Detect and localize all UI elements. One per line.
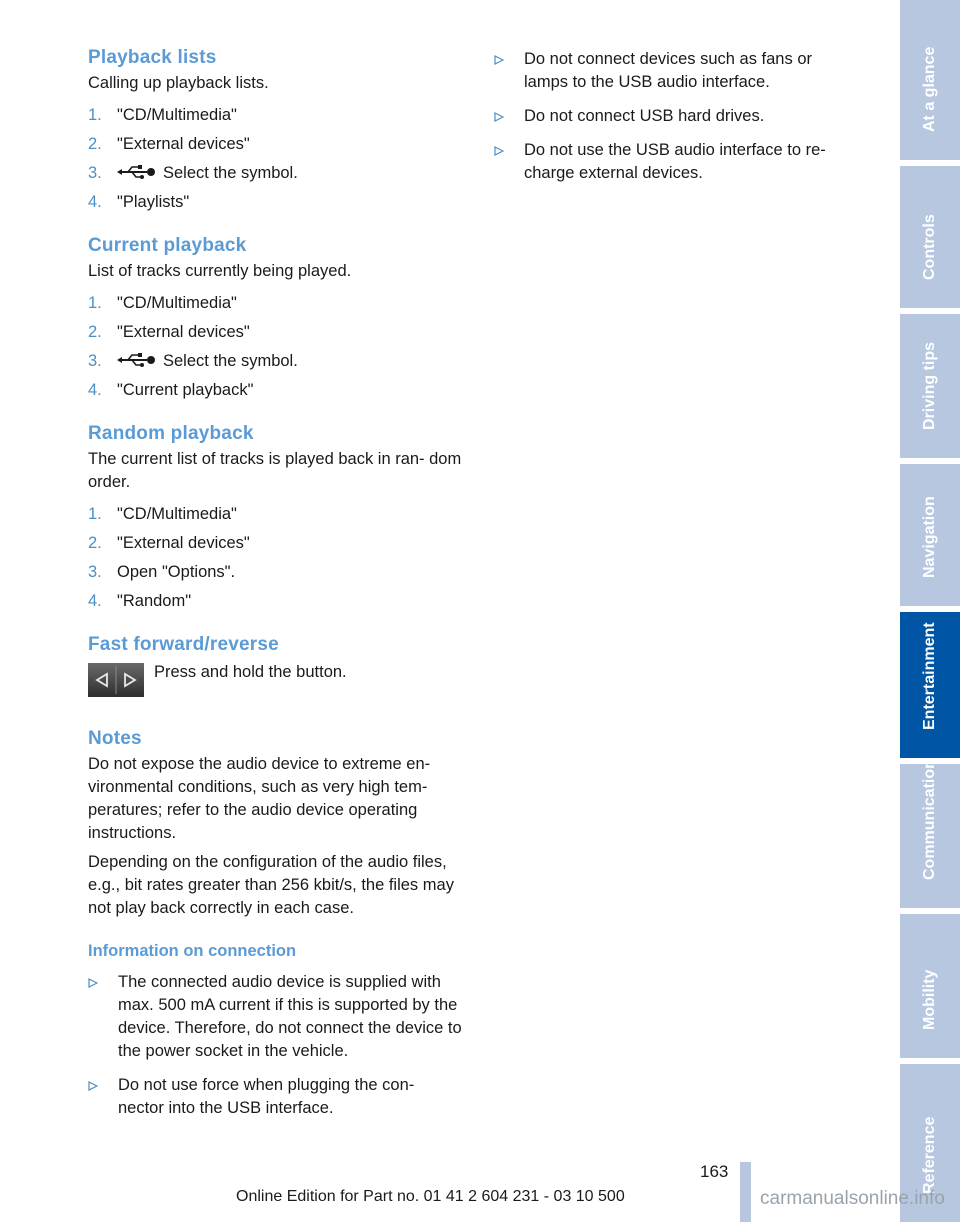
step-text: "CD/Multimedia" — [117, 106, 237, 124]
bullet-text: Do not use the USB audio interface to re‐ charge external devices. — [524, 141, 826, 182]
section-notes — [88, 727, 463, 920]
list-item — [88, 292, 463, 315]
tab-label: Navigation — [921, 496, 938, 578]
step-number: 1. — [88, 294, 102, 312]
step-text: "Current playback" — [117, 381, 254, 399]
section-title: Current playback — [88, 235, 247, 256]
section-current-playback — [88, 234, 463, 402]
section-playback-lists — [88, 46, 463, 214]
section-title: Playback lists — [88, 47, 217, 68]
page-number: 163 — [700, 1162, 729, 1181]
list-item — [88, 321, 463, 344]
step-text: Select the symbol. — [163, 352, 298, 370]
list-item — [88, 133, 463, 156]
step-text: Open "Options". — [117, 563, 236, 581]
step-list — [88, 104, 463, 214]
tab-navigation[interactable] — [900, 464, 960, 606]
usb-icon — [117, 353, 157, 367]
bullet-list — [88, 971, 463, 1120]
triangle-bullet-icon — [494, 112, 504, 122]
list-item — [88, 104, 463, 127]
usb-icon — [117, 165, 157, 179]
triangle-bullet-icon — [494, 146, 504, 156]
right-column — [494, 46, 854, 196]
bullet-text: Do not connect USB hard drives. — [524, 107, 765, 125]
step-text: "External devices" — [117, 135, 250, 153]
notes-paragraph: Depending on the configuration of the audio files, e.g., bit rates greater than 256 kbit/s, the files may not play back correctly in each case. — [88, 853, 454, 917]
list-item — [88, 162, 463, 185]
triangle-bullet-icon — [494, 55, 504, 65]
step-number: 2. — [88, 534, 102, 552]
step-number: 4. — [88, 193, 102, 211]
list-item — [494, 105, 854, 128]
tab-at-a-glance[interactable] — [900, 0, 960, 160]
tab-driving-tips[interactable] — [900, 314, 960, 458]
step-number: 3. — [88, 352, 102, 370]
list-item — [88, 350, 463, 373]
step-list — [88, 292, 463, 402]
section-fast-forward — [88, 633, 463, 707]
chapter-sidebar — [900, 0, 960, 1222]
triangle-bullet-icon — [88, 978, 98, 988]
bullet-text: The connected audio device is supplied with max. 500 mA current if this is supported by the device. Therefore, do not connect the device to the power socket in the vehicle. — [118, 973, 462, 1060]
step-text: "CD/Multimedia" — [117, 294, 237, 312]
list-item — [88, 503, 463, 526]
section-title: Notes — [88, 728, 142, 749]
step-number: 1. — [88, 505, 102, 523]
bullet-text: Do not connect devices such as fans or lamps to the USB audio interface. — [524, 50, 812, 91]
step-number: 3. — [88, 563, 102, 581]
step-number: 2. — [88, 323, 102, 341]
notes-paragraph: Do not expose the audio device to extreme en‐ vironmental conditions, such as very high tem‐ peratures; refer to the audio device operating instructions. — [88, 755, 431, 842]
tab-label: Controls — [921, 214, 938, 280]
section-title: Random playback — [88, 423, 254, 444]
fast-forward-text: Press and hold the button. — [154, 663, 347, 681]
tab-label: At a glance — [921, 46, 938, 132]
watermark: carmanualsonline.info — [760, 1188, 945, 1209]
section-intro: The current list of tracks is played back in ran‐ dom order. — [88, 450, 462, 491]
step-number: 4. — [88, 592, 102, 610]
subsection-title: Information on connection — [88, 942, 297, 960]
list-item — [88, 971, 463, 1063]
tab-entertainment[interactable] — [900, 612, 960, 758]
edition-footer: Online Edition for Part no. 01 41 2 604 231 - 03 10 500 — [236, 1188, 625, 1205]
section-intro: Calling up playback lists. — [88, 74, 269, 92]
section-random-playback — [88, 422, 463, 613]
list-item — [88, 191, 463, 214]
step-number: 4. — [88, 381, 102, 399]
list-item — [88, 561, 463, 584]
step-text: "Playlists" — [117, 193, 190, 211]
tab-label: Mobility — [921, 969, 938, 1030]
step-text: "Random" — [117, 592, 192, 610]
left-column — [88, 46, 463, 1131]
tab-mobility[interactable] — [900, 914, 960, 1058]
tab-label: Driving tips — [921, 341, 938, 430]
list-item — [88, 379, 463, 402]
section-title: Fast forward/reverse — [88, 634, 279, 655]
triangle-bullet-icon — [88, 1081, 98, 1091]
step-text: "CD/Multimedia" — [117, 505, 237, 523]
list-item — [88, 590, 463, 613]
step-number: 2. — [88, 135, 102, 153]
tab-label: Entertainment — [921, 622, 938, 730]
tab-communication[interactable] — [900, 759, 960, 908]
section-connection — [88, 940, 463, 1120]
tab-label: Reference — [921, 1116, 938, 1194]
tab-label: Communication — [921, 759, 938, 880]
fast-forward-row — [88, 661, 463, 707]
step-number: 3. — [88, 164, 102, 182]
step-text: Select the symbol. — [163, 164, 298, 182]
tab-controls[interactable] — [900, 166, 960, 308]
list-item — [88, 1074, 463, 1120]
list-item — [88, 532, 463, 555]
list-item — [494, 139, 854, 185]
step-text: "External devices" — [117, 323, 250, 341]
step-list — [88, 503, 463, 613]
step-text: "External devices" — [117, 534, 250, 552]
section-intro: List of tracks currently being played. — [88, 262, 352, 280]
list-item — [494, 48, 854, 94]
step-number: 1. — [88, 106, 102, 124]
bullet-text: Do not use force when plugging the con‐ nector into the USB interface. — [118, 1076, 415, 1117]
page-marker-bar — [740, 1162, 751, 1222]
seek-buttons-icon — [88, 663, 144, 697]
bullet-list — [494, 48, 854, 185]
